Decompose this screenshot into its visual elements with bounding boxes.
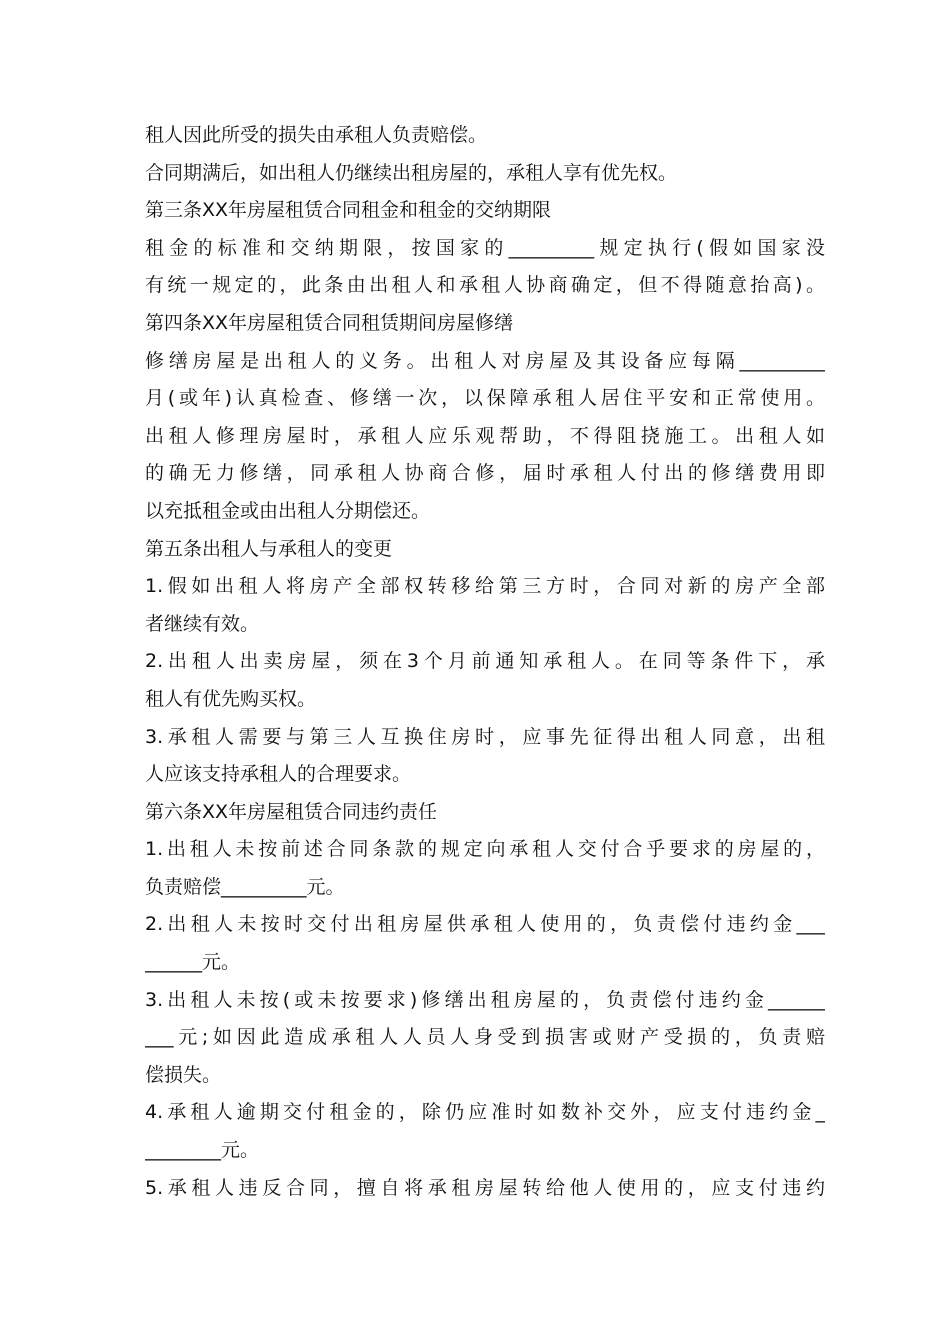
text-line: ______元。 (145, 951, 241, 974)
text-line: 4.承租人逾期交付租金的，除仍应准时如数补交外，应支付违约金_ (145, 1101, 825, 1124)
text-line: 5.承租人违反合同，擅自将承租房屋转给他人使用的，应支付违约 (145, 1176, 825, 1199)
section-heading: 第五条出租人与承租人的变更 (145, 537, 393, 560)
text-line: 负责赔偿_________元。 (145, 875, 345, 898)
text-line: 合同期满后，如出租人仍继续出租房屋的，承租人享有优先权。 (145, 161, 678, 184)
document-page (145, 117, 825, 1207)
text-line: ___元;如因此造成承租人人员人身受到损害或财产受损的，负责赔 (145, 1026, 825, 1049)
text-line: 的确无力修缮，同承租人协商合修，届时承租人付出的修缮费用即 (145, 462, 825, 485)
section-heading: 第六条XX年房屋租赁合同违约责任 (145, 800, 438, 823)
text-line: 者继续有效。 (145, 612, 260, 635)
text-line: 3.出租人未按(或未按要求)修缮出租房屋的，负责偿付违约金______ (145, 988, 825, 1011)
text-line: 1.假如出租人将房产全部权转移给第三方时，合同对新的房产全部 (145, 575, 825, 598)
text-line: 月(或年)认真检查、修缮一次，以保障承租人居住平安和正常使用。 (145, 387, 825, 410)
text-line: 租人有优先购买权。 (145, 687, 317, 710)
section-heading: 第三条XX年房屋租赁合同租金和租金的交纳期限 (145, 199, 552, 222)
text-line: 以充抵租金或由出租人分期偿还。 (145, 499, 431, 522)
text-line: 1.出租人未按前述合同条款的规定向承租人交付合乎要求的房屋的， (145, 838, 825, 861)
text-line: 偿损失。 (145, 1063, 222, 1086)
text-line: 租人因此所受的损失由承租人负责赔偿。 (145, 124, 488, 146)
section-heading: 第四条XX年房屋租赁合同租赁期间房屋修缮 (145, 311, 514, 334)
text-line: 租金的标准和交纳期限，按国家的_________规定执行(假如国家没 (145, 236, 825, 259)
text-line: 3.承租人需要与第三人互换住房时，应事先征得出租人同意，出租 (145, 725, 825, 748)
text-line: 修缮房屋是出租人的义务。出租人对房屋及其设备应每隔_________ (145, 349, 825, 372)
text-line: 有统一规定的，此条由出租人和承租人协商确定，但不得随意抬高)。 (145, 274, 825, 297)
text-line: 2.出租人出卖房屋，须在3个月前通知承租人。在同等条件下，承 (145, 650, 825, 673)
text-line: 出租人修理房屋时，承租人应乐观帮助，不得阻挠施工。出租人如 (145, 424, 825, 447)
text-line: 2.出租人未按时交付出租房屋供承租人使用的，负责偿付违约金___ (145, 913, 825, 936)
text-line: 人应该支持承租人的合理要求。 (145, 763, 412, 786)
text-line: ________元。 (145, 1139, 260, 1162)
